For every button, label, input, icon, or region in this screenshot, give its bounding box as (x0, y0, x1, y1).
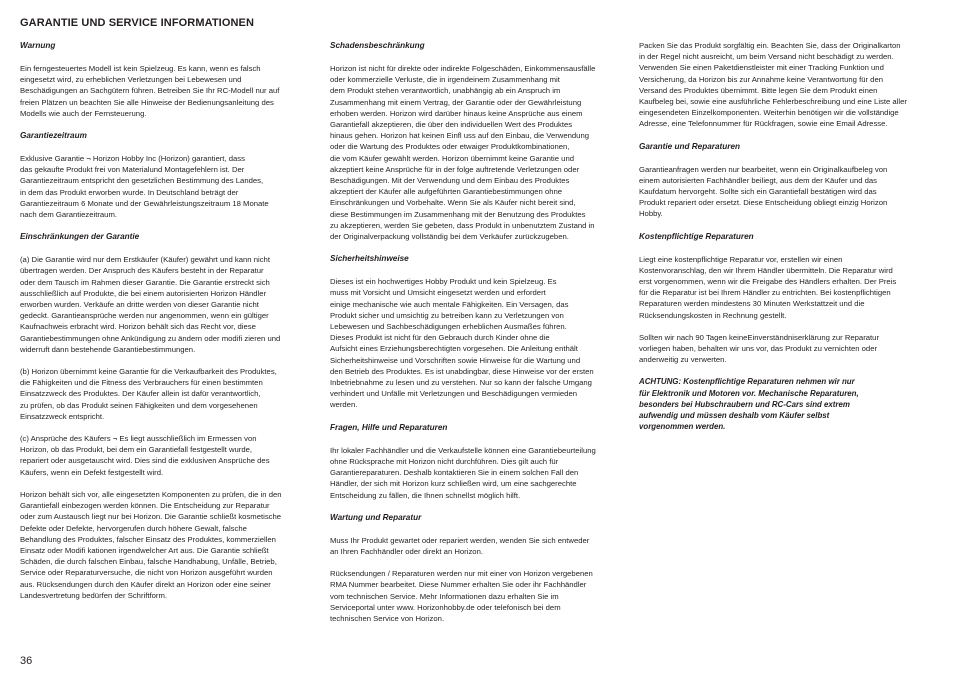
paragraph: Horizon behält sich vor, alle eingesetzten Komponenten zu prüfen, die in den Garantiefall einbezogen werden können. Die Entscheidung zur Reparatur oder zum Austausch liegt nur bei Horizon. Die Garantie schließt kosmetische Defekte oder Defekte, hervorgerufen durch höhere Gewalt, falsche Behandlung des Produktes, falscher Einsatz des Produktes, kommerziellen Einsatz oder Modifi kationen irgendwelcher Art aus. Die Garantie schließt Schäden, die durch falschen Einbau, falsche Handhabung, Unfälle, Betrieb, Service oder Reparaturversuche, die nicht von Horizon ausgeführt wurden aus. Rücksendungen durch den Käufer direkt an Horizon oder eine seiner Landesvertretung bedürfen der Schriftform. (20, 489, 282, 600)
paragraph: (c) Ansprüche des Käufers ¬ Es liegt ausschließlich im Ermessen von Horizon, ob das Produkt, bei dem ein Garantiefall festgestellt wurde, repariert oder ausgetauscht wird. Dies sind die exklusiven Ansprüche des Käufers, wenn ein Defekt festgestellt wird. (20, 434, 270, 477)
paragraph: Sollten wir nach 90 Tagen keineEinverständniserklärung zur Reparatur vorliegen haben, behalten wir uns vor, das Produkt zu vernichten oder anderweitig zu verwerten. (639, 332, 880, 365)
section-heading: Einschränkungen der Garantie (20, 232, 140, 242)
paragraph: Exklusive Garantie ¬ Horizon Hobby Inc (Horizon) garantiert, dass das gekaufte Produkt frei von Materialund Montagefehlern ist. Der Garantiezeitraum entspricht den gesetzlichen Bestimmung des Landes, in dem das Produkt erworben wurde. In Deutschland beträgt der Garantiezeitraum 6 Monate und der Gewährleistungszeitraum 18 Monate nach dem Garantiezeitraum. (20, 154, 269, 220)
section-heading: Schadensbeschränkung (330, 41, 425, 50)
section-heading: Kostenpflichtige Reparaturen (639, 231, 754, 241)
section-heading: Warnung (20, 41, 56, 50)
paragraph: Dieses ist ein hochwertiges Hobby Produkt und kein Spielzeug. Es muss mit Vorsicht und Umsicht eingesetzt werden und erfordert einige mechanische wie auch mentale Fähigkeiten. Ein Versagen, das Produkt sicher und umsichtig zu betreiben kann zu Verletzungen von Lebewesen und Sachbeschädigungen erheblichen Ausmaßes führen. Dieses Produkt ist nicht für den Gebrauch durch Kinder ohne die Aufsicht eines Erziehungsberechtigten vorgesehen. Die Anleitung enthält Sicherheitshinweise und Vorschriften sowie Hinweise für die Wartung und den Betrieb des Produktes. Es ist unabdingbar, diese Hinweise vor der ersten Inbetriebnahme zu lesen und zu verstehen. Nur so kann der falsche Umgang verhindert und Unfälle mit Verletzungen und Beschädigungen vermieden werden. (330, 277, 594, 410)
page-title: GARANTIE UND SERVICE INFORMATIONEN (20, 17, 255, 29)
page-number: 36 (20, 655, 33, 667)
paragraph: (b) Horizon übernimmt keine Garantie für die Verkaufbarkeit des Produktes, die Fähigkeiten und die Fitness des Verbrauchers für einen bestimmten Einsatzzweck des Produktes. Der Käufer allein ist dafür verantwortlich, zu prüfen, ob das Produkt seinen Fähigkeiten und dem vorgesehenen Einsatzzweck entspricht. (20, 367, 277, 421)
section-heading: Fragen, Hilfe und Reparaturen (330, 422, 448, 432)
paragraph: Ihr lokaler Fachhändler und die Verkaufstelle können eine Garantiebeurteilung ohne Rücksprache mit Horizon nicht durchführen. Dies gilt auch für Garantiereparaturen. Deshalb kontaktieren Sie in einem solchen Fall den Händler, der sich mit Horizon kurz schließen wird, um eine sachgerechte Entscheidung zu fällen, die Ihnen schnellst möglich hilft. (330, 445, 596, 500)
paragraph: Garantieanfragen werden nur bearbeitet, wenn ein Originalkaufbeleg von einem autorisierten Fachhändler beiliegt, aus dem der Käufer und das Kaufdatum hervorgeht. Sollte sich ein Garantiefall bestätigen wird das Produkt repariert oder ersetzt. Diese Entscheidung obliegt einzig Horizon Hobby. (639, 164, 888, 219)
column-1 (20, 40, 309, 612)
paragraph: Horizon ist nicht für direkte oder indirekte Folgeschäden, Einkommensausfälle oder kommerzielle Verluste, die in irgendeinem Zusammenhang mit dem Produkt stehen verantwortlich, unabhängig ab ein Anspruch im Zusammenhang mit einem Vertrag, der Garantie oder der Gewährleistung erhoben werden. Horizon wird darüber hinaus keine Ansprüche aus einem Garantiefall akzeptieren, die über den individuellen Wert des Produktes hinaus gehen. Horizon hat keinen Einfl uss auf den Einbau, die Verwendung oder die Wartung des Produktes oder etwaiger Produktkombinationen, die vom Käufer gewählt werden. Horizon übernimmt keine Garantie und akzeptiert keine Ansprüche für in der folge auftretende Verletzungen oder Beschädigungen. Mit der Verwendung und dem Einbau des Produktes akzeptiert der Käufer alle aufgeführten Garantiebestimmungen ohne Einschränkungen und Vorbehalte. Wenn Sie als Käufer nicht bereit sind, diese Bestimmungen im Zusammenhang mit der Benutzung des Produktes zu akzeptieren, werden Sie gebeten, dass Produkt in unbenutztem Zustand in der Originalverpackung vollständig bei dem Verkäufer zurückzugeben. (330, 64, 596, 242)
paragraph: Ein ferngesteuertes Modell ist kein Spielzeug. Es kann, wenn es falsch eingesetzt wird, zu erheblichen Verletzungen bei Lebewesen und Beschädigungen an Sachgütern führen. Betreiben Sie Ihr RC-Modell nur auf freien Plätzen un beachten Sie alle Hinweise der Bedienungsanleitung des Modells wie auch der Fernsteuerung. (20, 64, 280, 118)
paragraph: Rücksendungen / Reparaturen werden nur mit einer von Horizon vergebenen RMA Nummer bearbeitet. Diese Nummer erhalten Sie oder ihr Fachhändler vom technischen Service. Mehr Informationen dazu erhalten Sie im Serviceportal unter www. Horizonhobby.de oder telefonisch bei dem technischen Service von Horizon. (330, 569, 593, 623)
paragraph: Muss Ihr Produkt gewartet oder repariert werden, wenden Sie sich entweder an Ihren Fachhändler oder direkt an Horizon. (330, 535, 590, 556)
paragraph: (a) Die Garantie wird nur dem Erstkäufer (Käufer) gewährt und kann nicht übertragen werden. Der Anspruch des Käufers besteht in der Reparatur oder dem Tausch im Rahmen dieser Garantie. Die Garantie erstreckt sich ausschließlich auf Produkte, die bei einem autorisierten Horizon Händler erworben wurden. Verkäufe an dritte werden von dieser Garantie nicht gedeckt. Garantieansprüche werden nur angenommen, wenn ein gültiger Kaufnachweis erbracht wird. Horizon behält sich das Recht vor, diese Garantiebestimmungen ohne Ankündigung zu ändern oder modifi zieren und widerruft dann bestehende Garantiebestimmungen. (20, 255, 281, 354)
section-heading: Garantiezeitraum (20, 131, 87, 141)
paragraph: Liegt eine kostenpflichtige Reparatur vor, erstellen wir einen Kostenvoranschlag, den wir Ihrem Händler übermitteln. Die Reparatur wird erst vorgenommen, wenn wir die Freigabe des Händlers erhalten. Der Preis für die Reparatur ist bei Ihrem Händler zu entrichten. Bei kostenpflichtigen Reparaturen werden mindestens 30 Minuten Werkstattzeit und die Rücksendungskosten in Rechnung gestellt. (639, 254, 897, 320)
section-heading: Sicherheitshinweise (330, 254, 409, 264)
warning-note: ACHTUNG: Kostenpflichtige Reparaturen nehmen wir nur für Elektronik und Motoren vor. Mechanische Reparaturen, besonders bei Hubschraubern und RC-Cars sind extrem aufwendig und müssen deshalb vom Käufer selbst vorgenommen werden. (639, 377, 859, 432)
section-heading: Garantie und Reparaturen (639, 141, 741, 151)
section-heading: Wartung und Reparatur (330, 512, 422, 522)
column-3 (639, 40, 935, 443)
paragraph: Packen Sie das Produkt sorgfältig ein. Beachten Sie, dass der Originalkarton in der Regel nicht ausreicht, um beim Versand nicht beschädigt zu werden. Verwenden Sie einen Paketdienstleister mit einer Tracking Funktion und Versicherung, da Horizon bis zur Annahme keine Verantwortung für den Versand des Produktes übernimmt. Bitte legen Sie dem Produkt einen Kaufbeleg bei, sowie eine ausführliche Fehlerbeschreibung und eine Liste aller eingesendeten Einzelkomponenten. Weiterhin benötigen wir die vollständige Adresse, eine Telefonnummer für Rückfragen, sowie eine Email Adresse. (639, 41, 907, 129)
column-2 (330, 40, 626, 635)
